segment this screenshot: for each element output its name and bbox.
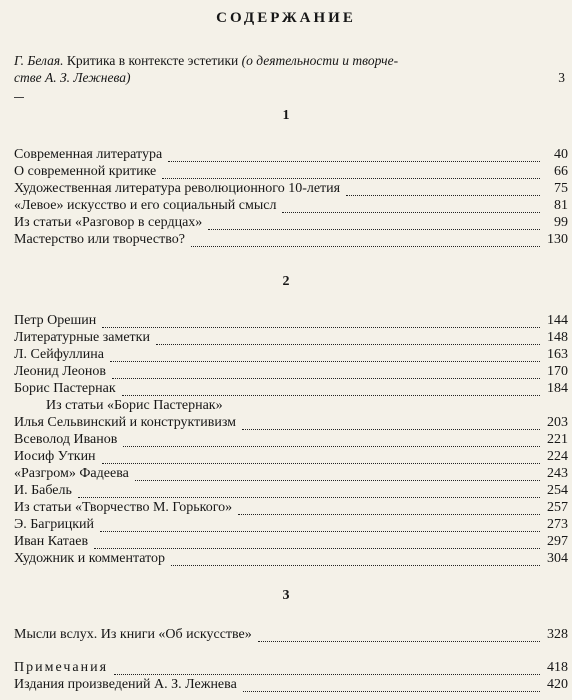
intro-page-number: 3 [558,70,565,85]
toc-entry[interactable] [14,534,568,551]
entry-title: «Левое» искусство и его социальный смысл [14,198,277,213]
entry-page: 328 [547,627,568,642]
entry-page: 144 [547,313,568,328]
toc-entry[interactable] [14,364,568,381]
section-3-list [14,627,568,644]
dot-leader [242,417,540,430]
toc-entry[interactable] [14,181,568,198]
entry-page: 184 [547,381,568,396]
entry-title: «Разгром» Фадеева [14,466,129,481]
intro-author: Г. Белая. [14,53,64,68]
entry-title: Илья Сельвинский и конструктивизм [14,415,237,430]
entry-title: Из статьи «Творчество М. Горького» [14,500,233,515]
entry-title: Мастерство или творчество? [14,232,185,247]
dot-leader [208,217,540,230]
entry-title: Литературные заметки [14,330,150,345]
dot-leader [168,149,540,162]
entry-title: Мысли вслух. Из книги «Об искусстве» [14,627,252,642]
section-heading-2: 2 [282,274,290,289]
entry-page: 163 [547,347,568,362]
entry-title: Примечания [14,660,109,675]
toc-entry[interactable] [14,483,568,500]
dot-leader [135,468,540,481]
entry-title: Петр Орешин [14,313,97,328]
intro-entry[interactable] [14,52,568,86]
dot-leader [94,536,540,549]
section-heading-1: 1 [282,108,290,123]
toc-entry[interactable] [14,198,568,215]
entry-page: 75 [554,181,568,196]
entry-title: Э. Багрицкий [14,517,95,532]
entry-page: 221 [547,432,568,447]
toc-entry[interactable] [14,627,568,644]
separator-dash [14,97,24,98]
intro-line-2 [14,69,568,86]
dot-leader [110,349,540,362]
dot-leader [78,485,540,498]
entry-title: Борис Пастернак [14,381,116,396]
dot-leader [191,234,540,247]
entry-page: 170 [547,364,568,379]
entry-title: Иван Катаев [14,534,89,549]
entry-title: И. Бабель [14,483,72,498]
entry-title: Всеволод Иванов [14,432,118,447]
toc-entry[interactable] [14,677,568,694]
dot-leader [102,315,540,328]
entry-title: Л. Сейфуллина [14,347,104,362]
entry-page: 203 [547,415,568,430]
toc-entry[interactable] [14,347,568,364]
entry-title: Художественная литература революционного 10-летия [14,181,341,196]
dot-leader [238,502,540,515]
entry-title: О современной критике [14,164,157,179]
entry-page: 273 [547,517,568,532]
entry-title: Из статьи «Разговор в сердцах» [14,215,203,230]
entry-page: 81 [554,198,568,213]
dot-leader [156,332,540,345]
toc-entry[interactable] [14,330,568,347]
section-heading-3: 3 [282,588,290,603]
entry-page: 420 [547,677,568,692]
toc-entry[interactable] [14,147,568,164]
entry-page: 418 [547,660,568,675]
dot-leader [102,451,540,464]
dot-leader [171,553,540,566]
toc-entry[interactable] [14,381,568,398]
toc-entry[interactable] [14,432,568,449]
entry-title: Художник и комментатор [14,551,166,566]
dot-leader [346,183,540,196]
entry-page: 254 [547,483,568,498]
entry-title: Леонид Леонов [14,364,106,379]
section-1-list [14,147,568,249]
toc-entry[interactable] [14,164,568,181]
dot-leader [122,383,540,396]
page-title: СОДЕРЖАНИЕ [216,10,356,26]
toc-entry[interactable] [14,313,568,330]
entry-title: Современная литература [14,147,163,162]
dot-leader [258,629,540,642]
entry-page: 99 [554,215,568,230]
toc-entry[interactable] [14,500,568,517]
entry-page: 304 [547,551,568,566]
intro-topic: Критика в контексте эстетики [63,53,242,68]
dot-leader [123,434,540,447]
toc-entry[interactable] [14,517,568,534]
entry-page: 148 [547,330,568,345]
entry-title: Иосиф Уткин [14,449,96,464]
toc-entry[interactable] [14,449,568,466]
entry-title: Издания произведений А. З. Лежнева [14,677,237,692]
entry-page: 297 [547,534,568,549]
dot-leader [112,366,540,379]
intro-subtitle-a: (о деятельности и творче- [241,53,399,68]
entry-title: Из статьи «Борис Пастернак» [46,398,223,413]
back-matter-list [14,660,568,694]
entry-page: 224 [547,449,568,464]
dot-leader [100,519,540,532]
intro-subtitle-b: стве А. З. Лежнева) [14,70,131,85]
dot-leader [243,679,540,692]
dot-leader [162,166,540,179]
entry-page: 130 [547,232,568,247]
entry-page: 66 [554,164,568,179]
toc-entry[interactable] [14,398,568,415]
intro-line-1 [14,52,568,69]
toc-entry[interactable] [14,415,568,432]
toc-entry[interactable] [14,215,568,232]
entry-page: 40 [554,147,568,162]
dot-leader [114,662,540,675]
entry-page: 257 [547,500,568,515]
toc-entry[interactable] [14,232,568,249]
section-2-list [14,313,568,568]
dot-leader [282,200,540,213]
toc-entry[interactable] [14,551,568,568]
toc-entry[interactable] [14,466,568,483]
entry-page: 243 [547,466,568,481]
toc-entry[interactable] [14,660,568,677]
dot-leader [229,401,540,413]
